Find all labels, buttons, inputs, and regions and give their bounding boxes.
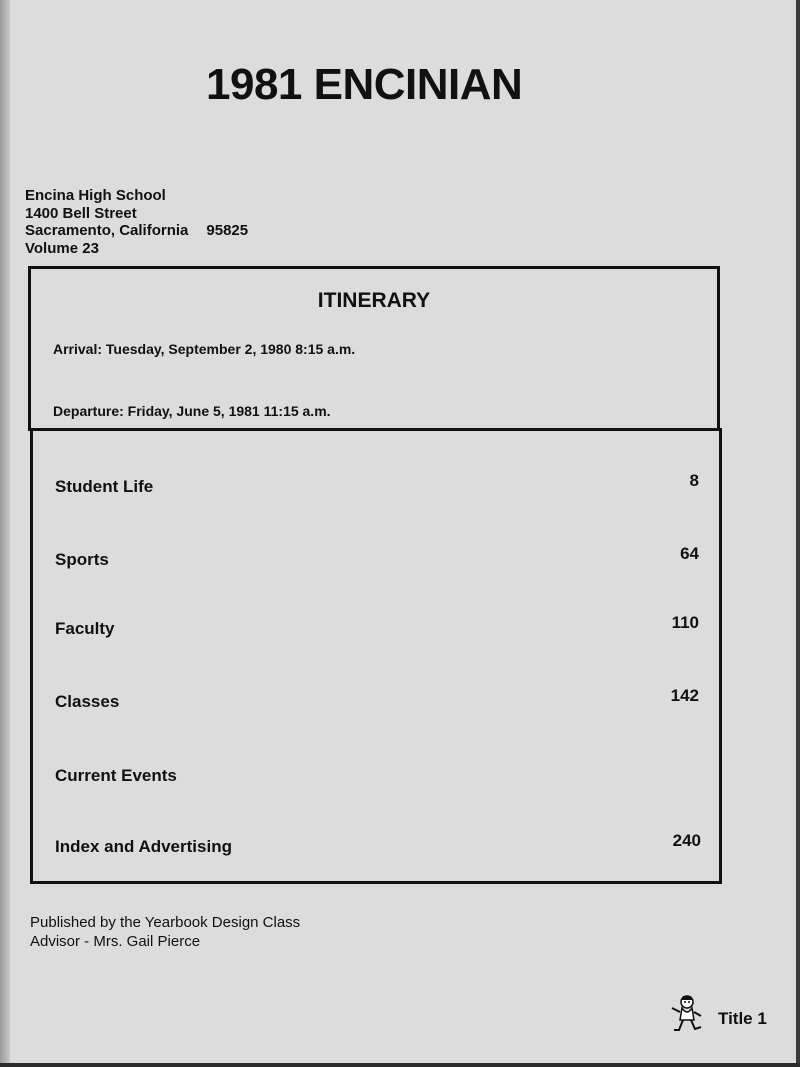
mascot-icon [668,994,704,1034]
page-right-edge [796,0,800,1067]
itinerary-box [28,266,720,431]
toc-row [55,471,699,495]
toc-label: Sports [55,550,109,569]
toc-row [55,613,699,637]
departure-line: Departure: Friday, June 5, 1981 11:15 a.m. [53,403,331,419]
itinerary-heading: ITINERARY [317,289,431,312]
contents-box [30,428,722,884]
toc-page-number: 8 [689,471,699,490]
toc-row [55,686,699,710]
advisor-line: Advisor - Mrs. Gail Pierce [30,933,201,950]
toc-row [55,760,699,784]
toc-label: Faculty [55,619,115,638]
page-binding-edge [0,0,10,1067]
page-label: Title 1 [718,1009,767,1028]
school-city-line [25,222,248,240]
toc-label: Current Events [55,766,177,785]
toc-label: Classes [55,692,120,711]
school-address [25,187,248,257]
arrival-line: Arrival: Tuesday, September 2, 1980 8:15 a.m. [53,341,356,357]
page-bottom-edge [0,1063,800,1067]
toc-page-number: 64 [680,544,699,563]
toc-label: Index and Advertising [55,837,232,856]
volume-number: Volume 23 [25,239,99,257]
yearbook-title: 1981 ENCINIAN [206,60,523,109]
toc-page-number: 142 [670,686,699,705]
toc-label: Student Life [55,477,154,496]
school-street: 1400 Bell Street [25,204,137,222]
school-zip: 95825 [206,222,249,239]
toc-page-number: 110 [671,613,699,632]
toc-page-number: 240 [672,831,701,850]
toc-row [55,544,699,568]
school-name: Encina High School [25,187,166,204]
publisher-line: Published by the Yearbook Design Class [30,914,301,931]
toc-row [55,831,701,855]
credits [30,913,300,951]
school-city-state: Sacramento, California [25,222,189,239]
